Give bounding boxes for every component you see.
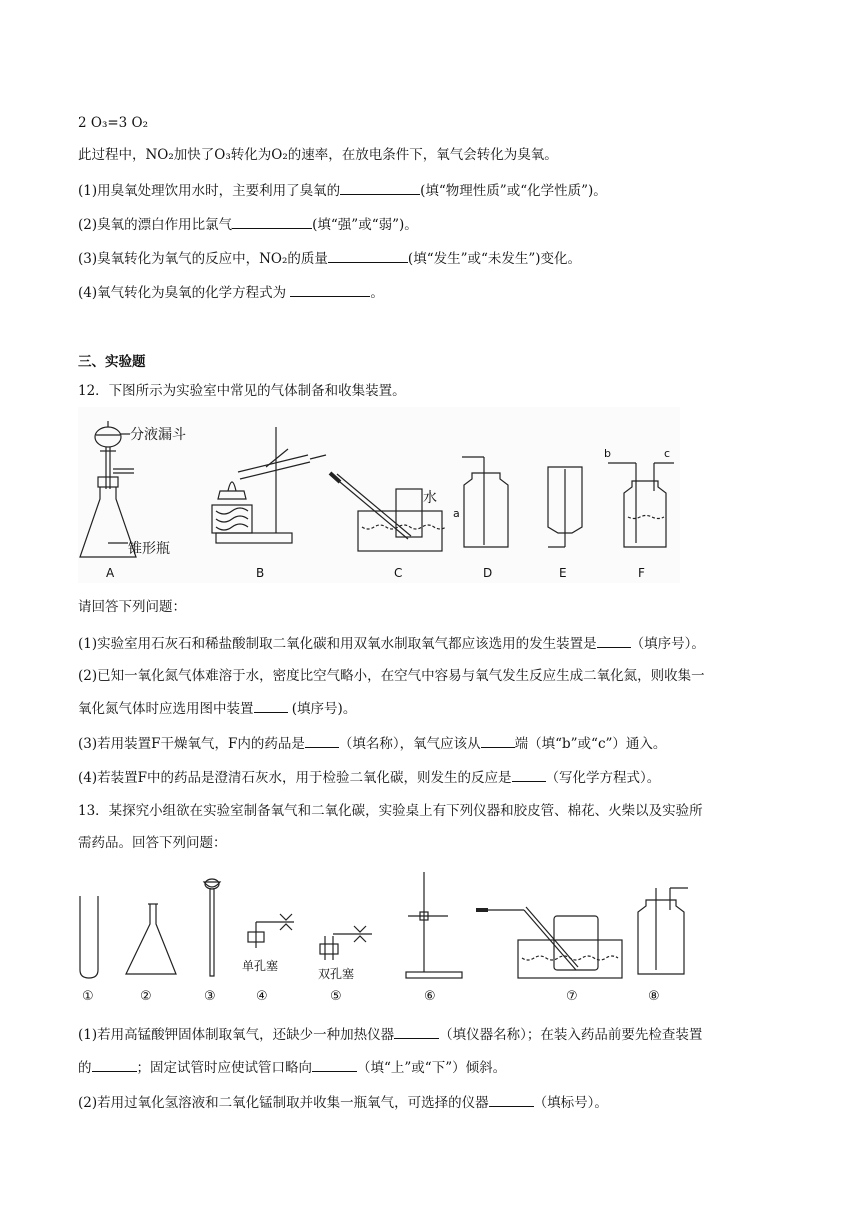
- instrument-figure-13: [72, 866, 692, 1008]
- answer-blank[interactable]: [481, 732, 515, 748]
- label-b: B: [256, 566, 265, 580]
- question-13-2: (2)若用过氧化氢溶液和二氧化锰制取并收集一瓶氧气，可选择的仪器 （填标号）。: [78, 1091, 608, 1113]
- gas-bottle: [638, 888, 688, 974]
- answer-blank[interactable]: [232, 213, 312, 229]
- question-12-prompt: 请回答下列问题：: [78, 599, 186, 615]
- number-5: ⑤: [330, 989, 342, 1004]
- question-13-stem: 13．某探究小组欲在实验室制备氧气和二氧化碳，实验桌上有下列仪器和胶皮管、棉花、火柴以及实验所: [78, 803, 703, 819]
- question-13-1-cont: 的 ；固定试管时应使试管口略向 （填“上”或“下”）倾斜。: [78, 1056, 506, 1078]
- question-12-2: (2)已知一氧化氮气体难溶于水，密度比空气略小，在空气中容易与氧气发生反应生成二氧化氮，则收集一: [78, 668, 705, 684]
- label-a: A: [106, 566, 115, 580]
- answer-blank[interactable]: [394, 1023, 439, 1039]
- label-c-port: c: [664, 447, 671, 460]
- label-d: D: [483, 566, 493, 580]
- label-separatory-funnel: 分液漏斗: [130, 427, 186, 443]
- answer-blank[interactable]: [305, 732, 339, 748]
- iron-stand: [406, 872, 462, 978]
- label-b-port: b: [604, 447, 611, 460]
- question-12-stem: 12．下图所示为实验室中常见的气体制备和收集装置。: [78, 383, 406, 399]
- question-13-stem-cont: 需药品。回答下列问题：: [78, 835, 227, 851]
- question-4: (4)氧气转化为臭氧的化学方程式为 。: [78, 281, 384, 303]
- water-trough: [476, 907, 622, 978]
- double-hole-stopper: [320, 926, 372, 960]
- intro-text: 此过程中，NO₂加快了O₃转化为O₂的速率，在放电条件下，氧气会转化为臭氧。: [78, 147, 558, 163]
- number-1: ①: [82, 989, 94, 1004]
- number-2: ②: [140, 989, 152, 1004]
- answer-blank[interactable]: [328, 247, 408, 263]
- equation: 2 O₃=3 O₂: [78, 115, 149, 131]
- question-12-4: (4)若装置F中的药品是澄清石灰水，用于检验二氧化碳，则发生的反应是 （写化学方程式）。: [78, 766, 660, 788]
- answer-blank[interactable]: [489, 1091, 534, 1107]
- question-13-1: (1)若用高锰酸钾固体制取氧气，还缺少一种加热仪器 （填仪器名称）；在装入药品前要先检查装置: [78, 1023, 702, 1045]
- question-12-2-cont: 氧化氮气体时应选用图中装置 (填序号)。: [78, 697, 356, 719]
- conical-flask: [126, 904, 176, 974]
- apparatus-figure-12: [78, 407, 680, 583]
- label-e: E: [559, 566, 567, 580]
- section-heading: 三、实验题: [78, 354, 146, 370]
- number-7: ⑦: [566, 989, 578, 1004]
- answer-blank[interactable]: [254, 697, 288, 713]
- answer-blank[interactable]: [597, 632, 631, 648]
- question-2: (2)臭氧的漂白作用比氯气 (填“强”或“弱”)。: [78, 213, 418, 235]
- question-12-1: (1)实验室用石灰石和稀盐酸制取二氧化碳和用双氧水制取氧气都应该选用的发生装置是 （填序号）。: [78, 632, 705, 654]
- number-8: ⑧: [648, 989, 660, 1004]
- label-single-hole: 单孔塞: [242, 959, 279, 973]
- question-1: (1)用臭氧处理饮用水时，主要利用了臭氧的 (填“物理性质”或“化学性质”)。: [78, 179, 607, 201]
- test-tube: [80, 896, 98, 978]
- label-double-hole: 双孔塞: [318, 967, 355, 981]
- answer-blank[interactable]: [312, 1056, 357, 1072]
- answer-blank[interactable]: [92, 1056, 137, 1072]
- single-hole-stopper: [248, 914, 294, 948]
- label-conical-flask: 锥形瓶: [128, 541, 170, 557]
- answer-blank[interactable]: [512, 766, 546, 782]
- label-water: 水: [423, 490, 437, 506]
- number-6: ⑥: [424, 989, 436, 1004]
- label-a-port: a: [453, 507, 460, 520]
- question-3: (3)臭氧转化为氧气的反应中，NO₂的质量 (填“发生”或“未发生”)变化。: [78, 247, 581, 269]
- answer-blank[interactable]: [290, 281, 370, 297]
- answer-blank[interactable]: [340, 179, 420, 195]
- number-3: ③: [204, 989, 216, 1004]
- question-12-3: (3)若用装置F干燥氧气，F内的药品是 （填名称），氧气应该从 端（填“b”或“c”）通入。: [78, 732, 666, 754]
- label-f: F: [638, 566, 645, 580]
- number-4: ④: [256, 989, 268, 1004]
- long-neck-funnel: [204, 882, 220, 976]
- label-c: C: [394, 566, 403, 580]
